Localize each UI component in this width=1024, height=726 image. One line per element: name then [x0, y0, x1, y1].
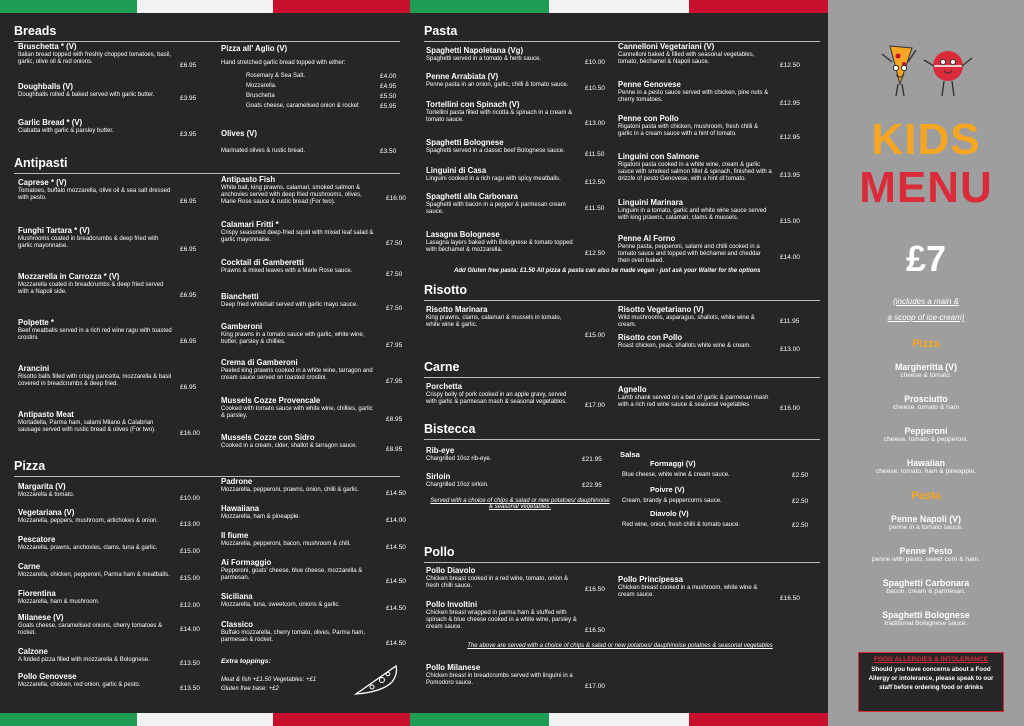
menu-item-price: £10.00 — [585, 59, 605, 66]
section-title-pollo: Pollo — [424, 545, 820, 563]
menu-item-name: Risotto Marinara — [426, 305, 488, 314]
menu-item — [221, 558, 391, 582]
kids-title: KIDS — [871, 115, 981, 164]
menu-item-name: Doughballs (V) — [18, 82, 74, 91]
olives-description: Marinated olives & rustic bread. — [221, 148, 306, 154]
menu-item-name: Calzone — [18, 647, 48, 656]
menu-item-name: Lasagna Bolognese — [426, 230, 500, 239]
olives-price: £3.50 — [380, 148, 397, 155]
kids-price: £7 — [905, 238, 947, 279]
flag-stripe-bottom — [410, 713, 828, 726]
menu-item-name: Linguini di Casa — [426, 166, 487, 175]
kids-item-description: traditional Bolognese sauce. — [884, 620, 968, 627]
menu-item-description: Tortellini pasta filled with ricotta & spinach in a cream & tomato sauce. — [426, 110, 573, 124]
menu-item-description: Wild mushrooms, asparagus, shallots, white wine & cream. — [618, 315, 755, 329]
menu-item-price: £15.00 — [180, 575, 200, 582]
section-title-risotto: Risotto — [424, 283, 820, 301]
menu-item-description: White bait, king prawns, calamari, smoked salmon & anchovies served with deep fried mushrooms, olives, Marie Rose sauce & rustic bread (For two). — [221, 185, 362, 206]
menu-item-price: £3.95 — [180, 95, 197, 102]
menu-item-description: Chicken breast cooked in a red wine, tomato, onion & fresh chilli sauce. — [426, 576, 569, 590]
menu-item-price: £12.50 — [585, 179, 605, 186]
menu-item-description: Lamb shank served on a bed of garlic & parmesan mash with a rich red wine sauce & seasonal vegetables — [618, 395, 769, 409]
kids-pasta-title: Pasta — [911, 490, 941, 502]
section-title-breads: Breads — [14, 24, 400, 42]
middle-menu-panel — [410, 0, 828, 726]
menu-item-description: Chicken breast in breadcrumbs served with linguini in a Pomodoro sauce. — [426, 673, 573, 687]
menu-item-name: Mussels Cozze Provencale — [221, 396, 321, 405]
menu-item-name: Ai Formaggio — [221, 558, 272, 567]
menu-item-price: £12.95 — [780, 134, 800, 141]
menu-item-name: Bianchetti — [221, 292, 259, 301]
sauce-name: Poivre (V) — [650, 485, 685, 494]
menu-item-price: £14.50 — [386, 490, 406, 497]
menu-item-price: £16.00 — [780, 405, 800, 412]
menu-item-description: A folded pizza filled with mozzarella & Bolognese. — [18, 657, 150, 663]
kids-item-name: Hawaiian — [906, 458, 946, 468]
extra-toppings-line-1: Meat & fish +£1.50 Vegetables: +£1 — [221, 677, 317, 683]
menu-item-name: Crema di Gamberoni — [221, 358, 298, 367]
kids-includes-line-2: a scoop of ice-cream) — [887, 313, 965, 322]
kids-pizza-title: Pizza — [912, 338, 940, 350]
menu-item-name: Arancini — [18, 364, 50, 373]
menu-item-description: Mortadella, Parma ham, salami Milano & Calabrian sausage served with rustic bread & olives (For two). — [18, 420, 156, 434]
menu-item-name: Pollo Milanese — [426, 663, 481, 672]
menu-item-description: Lasagna layers baked with Bolognese & tomato topped with béchamel & mozzarella. — [426, 240, 573, 254]
menu-item-description: Deep fried whitebait served with garlic mayo sauce. — [221, 302, 358, 308]
menu-item-name: Carne — [18, 562, 41, 571]
pasta-note: Add Gluten free pasta: £1.50 All pizza & pasta can also be made vegan - just ask your Waiter for the options — [454, 268, 761, 274]
extra-toppings-line-2: Gluten free base: +£2 — [221, 686, 279, 692]
menu-item-price: £12.95 — [780, 100, 800, 107]
aglio-option: Goats cheese, caramelised onion & rocket — [246, 103, 359, 109]
menu-item — [618, 80, 803, 104]
menu-item-description: Chicken breast cooked in a mushroom, white wine & cream sauce. — [618, 585, 758, 599]
kids-includes-line-1: (includes a main & — [893, 297, 959, 306]
left-menu-panel — [0, 0, 410, 726]
menu-item-name: Hawaiiana — [221, 504, 260, 513]
menu-item-price: £14.00 — [386, 517, 406, 524]
menu-item-price: £13.00 — [585, 120, 605, 127]
menu-item — [426, 138, 611, 155]
menu-item-description: Buffalo mozzarella, cherry tomato, olives, Parma ham, parmesan & rocket. — [221, 630, 365, 644]
menu-item-description: Cooked in a cream, cider, shallot & tarragon sauce. — [221, 443, 358, 449]
menu-item-description: Mozzarella coated in breadcrumbs & deep fried served with a Napoli side. — [18, 282, 164, 296]
kids-menu-item — [828, 546, 1024, 563]
menu-item-price: £11.50 — [585, 151, 605, 158]
menu-item-name: Margarita (V) — [18, 482, 66, 491]
menu-item-description: Peeled king prawns cooked in a white wine, tarragon and cream sauce served on toasted crostini. — [221, 368, 373, 382]
section-title-carne: Carne — [424, 360, 820, 378]
menu-item-description: Mozzarella, chicken, pepperoni, Parma ham & meatballs. — [18, 572, 170, 578]
sauce-name: Diavolo (V) — [650, 509, 689, 518]
menu-item-price: £11.50 — [585, 205, 605, 212]
menu-item — [221, 175, 391, 207]
allergy-title: FOOD ALLERGIES & INTOLERANCE — [873, 656, 989, 663]
menu-item-description: Ciabatta with garlic & parsley butter. — [18, 128, 114, 134]
menu-item-name: Cannelloni Vegetariani (V) — [618, 42, 715, 51]
menu-item — [221, 358, 391, 382]
menu-item — [221, 396, 391, 420]
menu-item-price: £21.95 — [582, 456, 602, 463]
section-title-pizza: Pizza — [14, 459, 400, 477]
menu-item-price: £13.00 — [180, 521, 200, 528]
aglio-option-price: £5.95 — [380, 103, 397, 110]
menu-item-description: Tomatoes, buffalo mozzarella, olive oil & sea salt dressed with pesto. — [18, 188, 171, 202]
aglio-option: Rosemary & Sea Salt. — [246, 73, 306, 79]
menu-item — [618, 305, 800, 329]
menu-item-price: £14.00 — [780, 254, 800, 261]
aglio-name: Pizza all' Aglio (V) — [221, 44, 288, 53]
kids-menu-item — [828, 394, 1024, 411]
menu-item-description: Mozzarella, ham & mushroom. — [18, 599, 100, 605]
menu-item-name: Milanese (V) — [18, 613, 64, 622]
menu-item-price: £16.50 — [780, 595, 800, 602]
menu-item-price: £16.50 — [585, 627, 605, 634]
sauce-price: £2.50 — [792, 522, 809, 529]
menu-item-name: Rib-eye — [426, 446, 455, 455]
menu-item-description: Mozzarella, tuna, sweetcorn, onions & garlic. — [221, 602, 341, 608]
menu-item-price: £7.95 — [386, 378, 403, 385]
menu-item — [426, 72, 611, 89]
menu-item-price: £6.95 — [180, 292, 197, 299]
sauce-description: Blue cheese, white wine & cream sauce. — [622, 472, 730, 478]
flag-stripe-bottom — [0, 713, 410, 726]
kids-item-description: cheese, tomato & ham — [893, 404, 959, 411]
menu-item-price: £17.00 — [585, 683, 605, 690]
menu-item — [221, 292, 391, 309]
menu-item-price: £14.50 — [386, 605, 406, 612]
menu-item — [426, 446, 606, 463]
menu-item-description: Mozzarella, peppers, mushroom, artichokes & onion. — [18, 518, 159, 524]
menu-item — [426, 46, 611, 63]
menu-item — [618, 385, 800, 409]
menu-item-price: £15.00 — [180, 548, 200, 555]
pizza-slice-icon — [352, 660, 400, 700]
menu-item-description: Crispy belly of pork cooked in an apple gravy, served with garlic & parmesan mash & seasonal vegetables. — [426, 392, 567, 406]
menu-item-name: Pollo Genovese — [18, 672, 77, 681]
kids-item-description: penne with pesto, sweet corn & ham. — [871, 556, 981, 563]
menu-item-description: Chargrilled 10oz sirloin. — [426, 482, 489, 488]
menu-item-description: Cannelloni baked & filled with seasonal vegetables, tomato, béchamel & Napoli sauce. — [618, 52, 755, 66]
menu-item-name: Pollo Involtini — [426, 600, 478, 609]
menu-item-description: Spaghetti with bacon in a pepper & parmesan cream sauce. — [426, 202, 566, 216]
menu-item — [426, 230, 611, 254]
menu-item-description: Mozzarella, prawns, anchovies, clams, tuna & garlic. — [18, 545, 158, 551]
menu-item-name: Cocktail di Gamberetti — [221, 258, 304, 267]
menu-item-name: Classico — [221, 620, 254, 629]
menu-item-name: Linguini con Salmone — [618, 152, 700, 161]
menu-item-description: Penne in a pesto sauce served with chicken, pine nuts & cherry tomatoes. — [618, 90, 769, 104]
menu-item-price: £10.50 — [585, 85, 605, 92]
menu-item-name: Tortellini con Spinach (V) — [426, 100, 520, 109]
menu-item — [426, 166, 611, 183]
menu-item-name: Caprese * (V) — [18, 178, 67, 187]
menu-item-price: £12.50 — [585, 250, 605, 257]
menu-item — [426, 566, 605, 590]
menu-item-description: Mozzarella, ham & pineapple. — [221, 514, 301, 520]
kids-menu-item — [828, 426, 1024, 443]
menu-item — [221, 504, 391, 521]
menu-item-description: Chicken breast wrapped in parma ham & stuffed with spinach & blue cheese cooked in a white wine, parsley & cream sauce. — [426, 610, 577, 631]
kids-item-description: bacon, cream & parmesan. — [886, 588, 966, 595]
menu-item-description: Prawns & mixed leaves with a Marie Rose sauce. — [221, 268, 353, 274]
kids-item-description: cheese & tomato. — [900, 372, 952, 379]
menu-item-description: Mushrooms coated in breadcrumbs & deep fried with garlic mayonnaise. — [18, 236, 159, 250]
kids-menu-panel — [828, 0, 1024, 726]
kids-item-name: Prosciutto — [904, 394, 948, 404]
menu-item — [221, 531, 391, 548]
menu-item-price: £8.95 — [386, 446, 403, 453]
menu-item — [618, 198, 803, 222]
menu-item-name: Polpette * — [18, 318, 54, 327]
menu-item-price: £13.50 — [180, 685, 200, 692]
menu-item-price: £16.50 — [585, 586, 605, 593]
menu-item-description: Spaghetti served in a tomato & herb sauce. — [426, 56, 542, 62]
menu-item-name: Penne Arrabiata (V) — [426, 72, 499, 81]
kids-item-name: Margheritta (V) — [894, 362, 958, 372]
menu-item — [618, 333, 800, 350]
flag-stripe-top — [410, 0, 828, 13]
menu-item — [426, 600, 605, 632]
menu-item-description: Penne pasta in an onion, garlic, chilli & tomato sauce. — [426, 82, 569, 88]
menu-item-name: Il fiume — [221, 531, 249, 540]
menu-item-description: Chargrilled 10oz rib-eye. — [426, 456, 492, 462]
menu-item-name: Pollo Principessa — [618, 575, 683, 584]
menu-item — [426, 382, 605, 406]
menu-item-name: Pescatore — [18, 535, 56, 544]
menu-item-name: Gamberoni — [221, 322, 263, 331]
menu-item-name: Linguini Marinara — [618, 198, 683, 207]
section-title-bistecca: Bistecca — [424, 422, 820, 440]
sauce-name: Formaggi (V) — [650, 459, 696, 468]
menu-item-price: £22.95 — [582, 482, 602, 489]
menu-item-name: Agnello — [618, 385, 647, 394]
menu-item — [221, 322, 391, 346]
menu-item-description: Linguini cooked in a rich ragu with spicy meatballs. — [426, 176, 561, 182]
kids-item-name: Spaghetti Bolognese — [882, 610, 970, 620]
menu-item-name: Spaghetti alla Carbonara — [426, 192, 518, 201]
kids-food-mascots-icon — [868, 38, 980, 110]
menu-item-name: Antipasto Fish — [221, 175, 276, 184]
menu-item-description: King prawns in a tomato sauce with garlic, white wine, butter, parsley & chillies. — [221, 332, 365, 346]
menu-item-name: Fiorentina — [18, 589, 56, 598]
kids-item-name: Penne Napoli (V) — [891, 514, 961, 524]
menu-item-name: Padrone — [221, 477, 253, 486]
menu-item — [618, 152, 803, 184]
menu-item-name: Siciliana — [221, 592, 253, 601]
menu-item-price: £7.95 — [386, 342, 403, 349]
kids-item-name: Pepperoni — [904, 426, 948, 436]
menu-item — [618, 234, 803, 266]
menu-item-price: £14.50 — [386, 640, 406, 647]
sauce-price: £2.50 — [792, 498, 809, 505]
menu-item-name: Risotto con Pollo — [618, 333, 683, 342]
menu-item-description: Linguini in a tomato, garlic and white wine sauce served with king prawns, calamari, clams & mussels. — [618, 208, 767, 222]
salsa-title: Salsa — [620, 450, 640, 459]
menu-item — [426, 305, 605, 329]
menu-item — [618, 42, 803, 66]
menu-item-price: £8.95 — [386, 416, 403, 423]
menu-item-description: Rigatoni pasta cooked in a white wine, cream & garlic sauce with smoked salmon fillet & spinach, finished with a drizzle of pesto Genovese, with a hint of tomato. — [618, 162, 772, 183]
aglio-option: Bruschetta — [246, 93, 275, 99]
aglio-option-price: £5.50 — [380, 93, 397, 100]
menu-item-name: Vegetariana (V) — [18, 508, 75, 517]
aglio-description: Hand stretched garlic bread topped with either: — [221, 60, 346, 66]
sauce-description: Red wine, onion, fresh chilli & tomato sauce. — [622, 522, 741, 528]
menu-item-name: Penne Al Forno — [618, 234, 676, 243]
menu-item-description: Mozzarella, pepperoni, bacon, mushroom & chili. — [221, 541, 351, 547]
menu-item-description: Roast chicken, peas, shallots white wine & cream. — [618, 343, 752, 349]
menu-item — [426, 100, 611, 124]
menu-item — [221, 592, 391, 609]
menu-item-name: Risotto Vegetariano (V) — [618, 305, 704, 314]
menu-item — [221, 433, 391, 450]
aglio-option-price: £4.00 — [380, 73, 397, 80]
kids-menu-item — [828, 610, 1024, 627]
bistecca-serve-note: Served with a choice of chips & salad or new potatoes/ dauphinoise & seasonal vegetables. — [430, 498, 610, 510]
menu-item — [618, 575, 800, 599]
menu-item-name: Mozzarella in Carrozza * (V) — [18, 272, 120, 281]
menu-item-description: Crispy seasoned deep-fried squid with mixed leaf salad & garlic mayonnaise. — [221, 230, 374, 244]
allergy-text: Should you have concerns about a Food Allergy or intolerance, please speak to our staff before ordering food or drinks — [868, 666, 994, 691]
menu-item-price: £13.50 — [180, 660, 200, 667]
menu-item-price: £13.00 — [780, 346, 800, 353]
menu-item — [221, 220, 391, 244]
menu-item-price: £7.50 — [386, 240, 403, 247]
menu-item-price: £6.95 — [180, 62, 197, 69]
menu-item-description: Goats cheese, caramelised onions, cherry tomatoes & rocket. — [18, 623, 163, 637]
menu-item-price: £13.95 — [780, 172, 800, 179]
menu-item-description: King prawns, clams, calamari & mussels in tomato, white wine & garlic. — [426, 315, 562, 329]
menu-item-name: Porchetta — [426, 382, 462, 391]
menu-item-price: £12.00 — [180, 602, 200, 609]
menu-item-name: Spaghetti Bolognese — [426, 138, 504, 147]
menu-item-name: Pollo Diavolo — [426, 566, 476, 575]
menu-item-price: £6.95 — [180, 338, 197, 345]
menu-item-name: Antipasto Meat — [18, 410, 74, 419]
menu-item-price: £11.95 — [780, 318, 800, 325]
menu-item-price: £14.50 — [386, 544, 406, 551]
menu-item — [618, 114, 803, 138]
menu-item-price: £16.00 — [180, 430, 200, 437]
menu-item-description: Mozzarella & tomato. — [18, 492, 75, 498]
menu-item-name: Mussels Cozze con Sidro — [221, 433, 315, 442]
menu-item-price: £10.00 — [180, 495, 200, 502]
menu-item-description: Mozzarella, pepperoni, prawns, onion, chilli & garlic. — [221, 487, 360, 493]
menu-item-description: Risotto balls filled with crispy pancetta, mozzarella & basil covered in breadcrumbs & deep fried. — [18, 374, 172, 388]
menu-item-description: Italian bread topped with freshly chopped tomatoes, basil, garlic, olive oil & red onions. — [18, 52, 172, 66]
olives-name: Olives (V) — [221, 129, 257, 138]
menu-item-name: Bruschetta * (V) — [18, 42, 77, 51]
kids-menu-item — [828, 514, 1024, 531]
menu-item-description: Penne pasta, pepperoni, salami and chilli cooked in a tomato sauce and topped with béchamel and cheddar then oven baked. — [618, 244, 761, 265]
kids-menu-item — [828, 362, 1024, 379]
allergy-notice — [858, 652, 1004, 712]
section-title-antipasti: Antipasti — [14, 156, 400, 174]
menu-item — [426, 472, 606, 489]
aglio-option: Mozzarella. — [246, 83, 277, 89]
kids-item-name: Spaghetti Carbonara — [882, 578, 970, 588]
menu-item-description: Doughballs rolled & baked served with garlic butter. — [18, 92, 155, 98]
kids-item-description: cheese, tomato, ham & pineapple. — [875, 468, 977, 475]
sauce-description: Cream, brandy & peppercorns sauce. — [622, 498, 722, 504]
menu-item-description: Cooked with tomato sauce with white wine, chillies, garlic & parsley. — [221, 406, 373, 420]
menu-item-price: £15.00 — [780, 218, 800, 225]
kids-item-description: penne in a tomato sauce. — [888, 524, 964, 531]
pollo-serve-note: The above are served with a choice of chips & salad or new potatoes/ dauphinoise potatoes & seasonal vegetables — [467, 643, 773, 649]
menu-item-price: £6.95 — [180, 198, 197, 205]
menu-item-description: Mozzarella, chicken, red onion, garlic & pesto. — [18, 682, 141, 688]
menu-item-description: Rigatoni pasta with chicken, mushroom, fresh chilli & garlic in a cream sauce with a hint of tomato. — [618, 124, 759, 138]
menu-item-price: £12.50 — [780, 62, 800, 69]
menu-item-price: £7.50 — [386, 271, 403, 278]
menu-item-price: £14.00 — [180, 626, 200, 633]
kids-item-name: Penne Pesto — [899, 546, 953, 556]
menu-item-name: Sirloin — [426, 472, 451, 481]
kids-item-description: cheese, tomato & pepperoni. — [883, 436, 969, 443]
menu-item-name: Spaghetti Napoletana (Vg) — [426, 46, 524, 55]
extra-toppings-title: Extra toppings: — [221, 658, 271, 665]
menu-item — [426, 663, 605, 687]
kids-menu-item — [828, 578, 1024, 595]
menu-item-price: £15.00 — [585, 332, 605, 339]
menu-title: MENU — [859, 163, 993, 212]
menu-item-description: Pepperoni, goats' cheese, blue cheese, mozzarella & parmesan. — [221, 568, 363, 582]
sauce-price: £2.50 — [792, 472, 809, 479]
flag-stripe-top — [0, 0, 410, 13]
menu-item-name: Garlic Bread * (V) — [18, 118, 83, 127]
kids-menu-item — [828, 458, 1024, 475]
menu-item-price: £6.95 — [180, 384, 197, 391]
aglio-option-price: £4.95 — [380, 83, 397, 90]
menu-item — [221, 258, 391, 275]
menu-item-name: Funghi Tartara * (V) — [18, 226, 90, 235]
menu-item-price: £6.95 — [180, 246, 197, 253]
section-title-pasta: Pasta — [424, 24, 820, 42]
menu-item-name: Penne Genovese — [618, 80, 681, 89]
menu-item-price: £14.50 — [386, 578, 406, 585]
menu-item-name: Calamari Fritti * — [221, 220, 279, 229]
menu-item — [221, 477, 391, 494]
menu-item-description: Beef meatballs served in a rich red wine ragu with toasted crostini. — [18, 328, 172, 342]
menu-item-price: £3.95 — [180, 131, 197, 138]
menu-item — [426, 192, 611, 216]
menu-item — [221, 620, 391, 644]
menu-item-description: Spaghetti served in a classic beef Bolognese sauce. — [426, 148, 565, 154]
menu-item-price: £17.00 — [585, 402, 605, 409]
menu-item-price: £16.00 — [386, 195, 406, 202]
menu-item-name: Penne con Pollo — [618, 114, 679, 123]
menu-item-price: £7.50 — [386, 305, 403, 312]
